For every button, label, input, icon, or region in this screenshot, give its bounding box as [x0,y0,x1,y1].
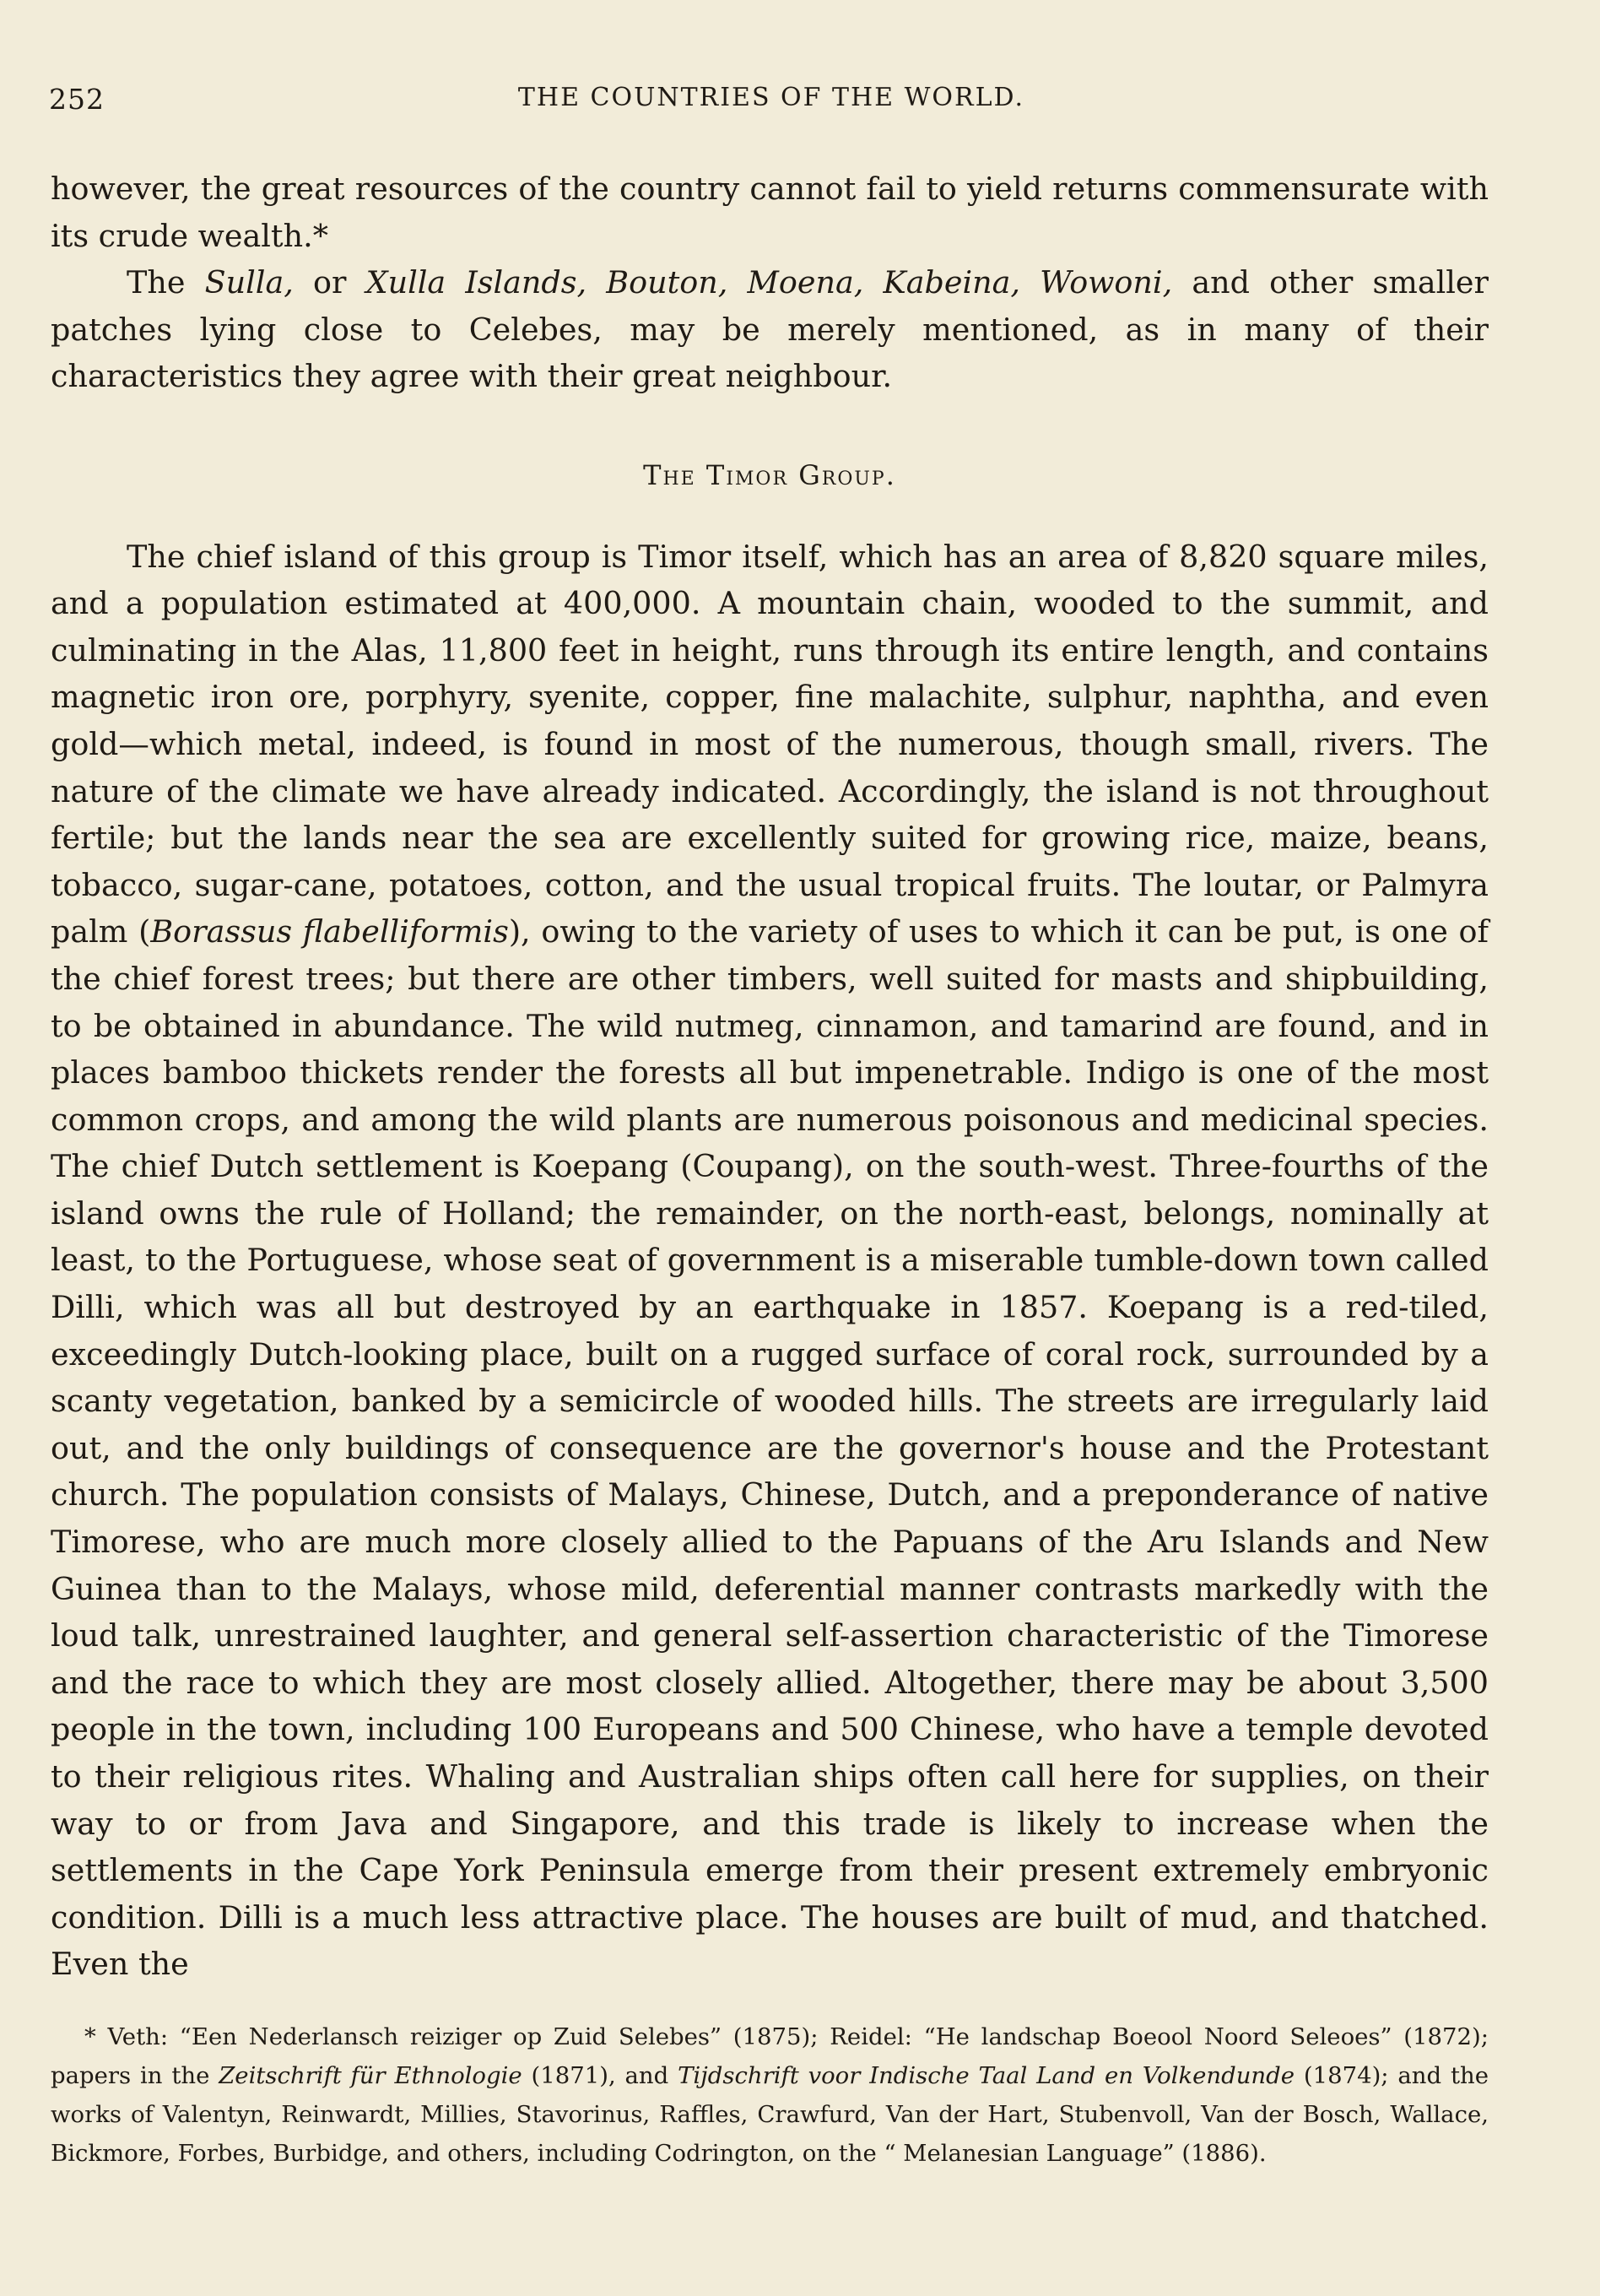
text-run: * Veth: “Een Nederlansch reiziger op Zuid Selebes” (1875); Reidel: “He landschap Boeool Noord Seleoes” (1872); papers in the [51,2023,1489,2089]
footnote [51,2017,1489,2173]
text-run: ), owing to the variety of uses to which it can be put, is one of the chief forest trees; but there are other timbers, well suited for masts and shipbuilding, to be obtained in abundance. The wild nutmeg, cinnamon, and tamarind are found, and in places bamboo thickets render the forests all but impenetrable. Indigo is one of the most common crops, and among the wild plants are numerous poisonous and medicinal species. The chief Dutch settlement is Koepang (Coupang), on the south-west. Three-fourths of the island owns the rule of Holland; the remainder, on the north-east, belongs, nominally at least, to the Portuguese, whose seat of government is a miserable tumble-down town called Dilli, which was all but destroyed by an earthquake in 1857. Koepang is a red-tiled, exceedingly Dutch-looking place, built on a rugged surface of coral rock, surrounded by a scanty vegetation, banked by a semicircle of wooded hills. The streets are irregularly laid out, and the only buildings of consequence are the governor's house and the Protestant church. The population consists of Malays, Chinese, Dutch, and a preponderance of native Timorese, who are much more closely allied to the Papuans of the Aru Islands and New Guinea than to the Malays, whose mild, deferential manner contrasts markedly with the loud talk, unrestrained laughter, and general self-assertion characteristic of the Timorese and the race to which they are most closely allied. Altogether, there may be about 3,500 people in the town, including 100 Europeans and 500 Chinese, who have a temple devoted to their religious rites. Whaling and Australian ships often call here for supplies, on their way to or from Java and Singapore, and this trade is likely to increase when the settlements in the Cape York Peninsula emerge from their present extremely embryonic condition. Dilli is a much less attractive place. The houses are built of mud, and thatched. Even the [51,913,1489,1983]
text-run: (1871), and [522,2062,678,2089]
footnote-text [51,2017,1489,2173]
paragraph-minor-islands [51,259,1489,400]
italic-place-names: Xulla Islands, Bouton, Moena, Kabeina, Wowoni, [365,264,1173,301]
running-title: THE COUNTRIES OF THE WORLD. [517,83,1025,112]
text-run: The [127,264,205,301]
page-header [49,83,1494,125]
italic-place-name: Sulla, [204,264,294,301]
italic-journal-title: Zeitschrift für Ethnologie [219,2062,522,2089]
text-run: or [293,264,366,301]
text-run: The chief island of this group is Timor itself, which has an area of 8,820 square miles, and a population estimated at 400,000. A mountain chain, wooded to the summit, and culminating in the Alas, 11,800 feet in height, runs through its entire length, and contains magnetic iron ore, porphyry, syenite, copper, fine malachite, sulphur, naphtha, and even gold—which metal, indeed, is found in most of the numerous, though small, rivers. The nature of the climate we have already indicated. Accordingly, the island is not throughout fertile; but the lands near the sea are excellently suited for growing rice, maize, beans, tobacco, sugar-cane, potatoes, cotton, and the usual tropical fruits. The loutar, or Palmyra palm ( [51,538,1489,950]
page-number: 252 [49,83,105,116]
text-run: (1874); and the works of Valentyn, Reinwardt, Millies, Stavorinus, Raffles, Crawfurd, Van der Hart, Stubenvoll, Van der Bosch, Wallace, Bickmore, Forbes, Burbidge, and others, including Codrington, on the “ Melanesian Language” (1886). [51,2062,1489,2167]
paragraph-continuation: however, the great resources of the country cannot fail to yield returns commensurate with its crude wealth.* [51,171,1489,254]
section-heading: The Timor Group. [643,458,896,491]
text-run: and other smaller patches lying close to Celebes, may be merely mentioned, as in many of their characteristics they agree with their great neighbour. [51,264,1489,395]
body-text [51,165,1489,1988]
paragraph-timor [51,533,1489,1988]
italic-journal-title: Tijdschrift voor Indische Taal Land en Volkendunde [678,2062,1295,2089]
italic-botanical-name: Borassus flabelliformis [150,913,509,950]
